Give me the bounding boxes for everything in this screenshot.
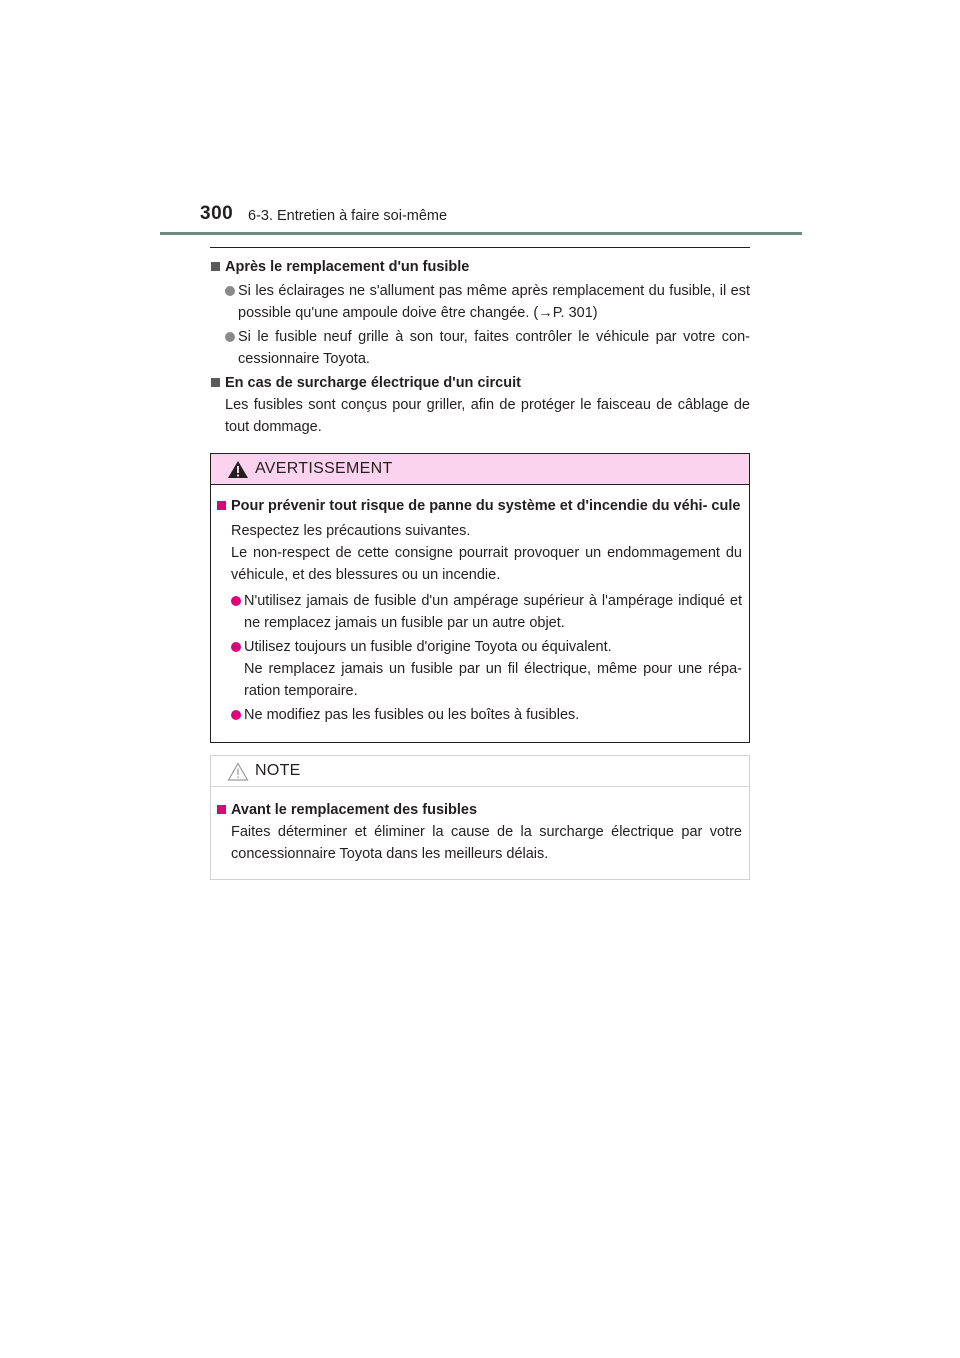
list-item: Si le fusible neuf grille à son tour, faites contrôler le véhicule par votre con- cessionnaire Toyota.	[210, 326, 750, 370]
circle-bullet-icon	[231, 642, 241, 652]
header-rule	[160, 232, 802, 235]
note-text: Faites déterminer et éliminer la cause de la surcharge électrique par votre concessionnaire Toyota dans les meilleurs délais.	[231, 824, 742, 862]
section-paragraph: Les fusibles sont conçus pour griller, afin de protéger le faisceau de câblage de tout dommage.	[225, 397, 750, 435]
note-header	[211, 756, 749, 787]
note-heading: Avant le remplacement des fusibles	[216, 799, 742, 821]
note-label: NOTE	[255, 762, 301, 779]
circle-bullet-icon	[231, 596, 241, 606]
section-heading: En cas de surcharge électrique d'un circuit	[210, 372, 750, 394]
list-item: Utilisez toujours un fusible d'origine Toyota ou équivalent. Ne remplacez jamais un fusible par un fil électrique, même pour une répa- ration temporaire.	[216, 636, 742, 702]
circle-bullet-icon	[231, 710, 241, 720]
warning-box	[210, 453, 750, 743]
circle-bullet-icon	[225, 332, 235, 342]
warning-header	[211, 454, 749, 485]
square-bullet-icon	[217, 805, 226, 814]
warning-label: AVERTISSEMENT	[255, 460, 393, 477]
warning-body	[211, 485, 749, 742]
list-item: Ne modifiez pas les fusibles ou les boîtes à fusibles.	[216, 704, 742, 726]
circle-bullet-icon	[225, 286, 235, 296]
warning-triangle-icon	[227, 460, 249, 479]
page-number: 300	[200, 203, 234, 224]
note-box	[210, 755, 750, 880]
content-top-rule	[210, 247, 750, 248]
note-body	[211, 787, 749, 879]
list-item: N'utilisez jamais de fusible d'un ampérage supérieur à l'ampérage indiqué et ne remplacez jamais un fusible par un autre objet.	[216, 590, 742, 634]
caution-triangle-icon	[227, 762, 249, 781]
warning-intro: Respectez les précautions suivantes.	[231, 523, 471, 539]
warning-intro: Le non-respect de cette consigne pourrait provoquer un endommagement du véhicule, et des blessures ou un incendie.	[231, 545, 742, 583]
page-content	[210, 256, 750, 880]
square-bullet-icon	[211, 378, 220, 387]
list-item-continuation: Ne remplacez jamais un fusible par un fil électrique, même pour une répa- ration temporaire.	[244, 661, 742, 699]
warning-heading: Pour prévenir tout risque de panne du système et d'incendie du véhi- cule	[216, 495, 742, 517]
square-bullet-icon	[217, 501, 226, 510]
square-bullet-icon	[211, 262, 220, 271]
section-title: 6-3. Entretien à faire soi-même	[248, 208, 448, 224]
list-item: Si les éclairages ne s'allument pas même après remplacement du fusible, il est possible qu'une ampoule doive être changée. (→P. 301)	[210, 280, 750, 324]
section-heading: Après le remplacement d'un fusible	[210, 256, 750, 278]
